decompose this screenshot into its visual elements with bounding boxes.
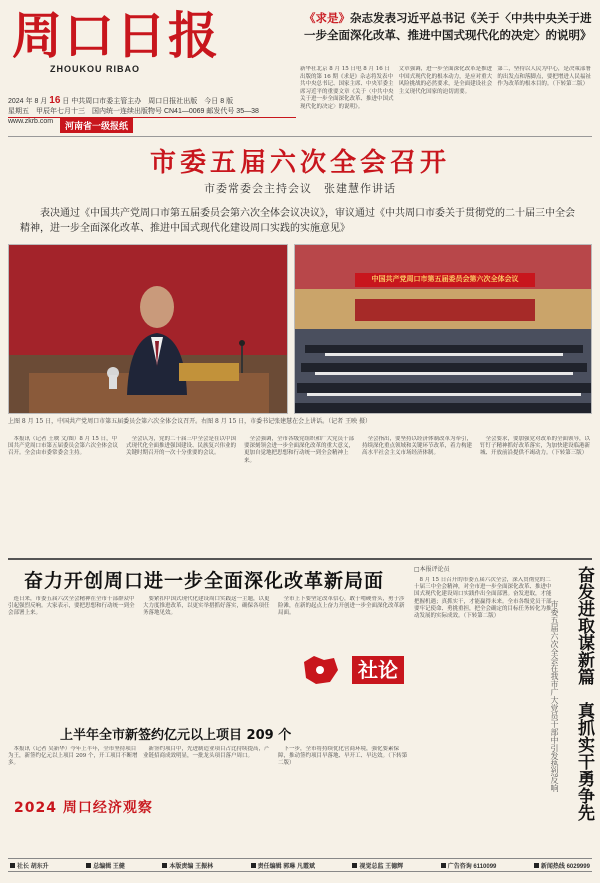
editorial-column: 全市上下要坚定改革信心，敢于啃硬骨头，勇于涉险滩，在新的起点上奋力开创进一步全面深化改革新局面。 bbox=[278, 596, 405, 617]
main-story-column: 全会要求，要加强党对改革的全面领导，以钉钉子精神抓好改革落实，为加快建设临港新城、开放前沿提供不竭动力。（下转第三版） bbox=[480, 436, 591, 457]
section-divider bbox=[8, 558, 592, 560]
newspaper-logo: 周口日报 bbox=[12, 6, 220, 65]
main-story-column: 本报讯（记者 王映 文/图）8 月 15 日，中国共产党周口市第五届委员会第六次全体会议召开。全会由市委常委会主持。 bbox=[8, 436, 119, 457]
editorial-column: 要紧扣中国式现代化建设周口实践这一主题，以更大力度推进改革，以更实举措抓好落实，确保各项任务落地见效。 bbox=[143, 596, 270, 617]
commentary-byline: □本报评论员 bbox=[414, 566, 450, 573]
main-subheadline: 市委常委会主持会议 张建慧作讲话 bbox=[204, 182, 396, 195]
economy-column-brand-text: 2024 周口经济观察 bbox=[14, 800, 153, 816]
economy-column: 下一步，全市将持续优化营商环境，强化要素保障，推动签约项目早落地、早开工、早达效。（下转第二版） bbox=[278, 746, 408, 767]
top-headline[interactable] bbox=[304, 10, 592, 44]
footer-item: 广告咨询 6110099 bbox=[441, 861, 497, 870]
main-story-body bbox=[8, 436, 592, 556]
commentary-headline[interactable]: 奋发进取谋新篇 真抓实干勇争先 bbox=[574, 566, 594, 821]
main-lead: 表决通过《中国共产党周口市第五届委员会第六次全体会议决议》，审议通过《中共周口市委关于贯彻党的二十届三中全会精神，进一步全面深化改革、推进中国式现代化建设周口实践的实施意见》 bbox=[20, 208, 575, 234]
editorial-badge bbox=[300, 652, 404, 688]
editorial-headline[interactable]: 奋力开创周口进一步全面深化改革新局面 bbox=[24, 570, 385, 592]
date-suffix: 日 bbox=[62, 98, 70, 105]
economy-column: 新签约项目中，先进制造业项目占比持续提高，产业链招商成效明显，一批龙头项目落户周口。 bbox=[143, 746, 270, 760]
meeting-hall-photo[interactable] bbox=[294, 244, 592, 414]
editorial-column: 连日来，市委五届六次全会精神在全市干部群众中引起强烈反响。大家表示，要把思想和行动统一到全会部署上来。 bbox=[8, 596, 135, 617]
dateline bbox=[8, 96, 296, 127]
main-story-column: 全会指出，要坚持以经济体制改革为牵引，持续深化重点领域和关键环节改革，着力构建高水平社会主义市场经济体制。 bbox=[362, 436, 473, 457]
commentary-article bbox=[414, 566, 554, 866]
top-article-column: 文章强调，进一步全面深化改革是推进中国式现代化的根本动力，是应对重大风险挑战的必然要求，是全面建设社会主义现代化国家的迫切需要。 bbox=[398, 66, 493, 95]
main-headline[interactable]: 市委五届六次全会召开 bbox=[149, 148, 450, 178]
commentary-text: 8 月 15 日召开的市委五届六次全会，深入贯彻党的二十届三中全会精神，对全市进一步全面深化改革、推进中国式现代化建设周口实践作出全面部署。奋发进取，才能把握机遇；真抓实干，才能赢得未来。全市各级党员干部要牢记使命、勇挑重担，把全会确定的目标任务转化为推动发展的实际成效。（下转第二版） bbox=[414, 577, 552, 620]
footer-item: 总编辑 王健 bbox=[86, 861, 125, 870]
top-headline-main: 杂志发表习近平总书记《关于〈中共中央关于进一步全面深化改革、推进中国式现代化的决定〉的说明》 bbox=[304, 11, 592, 42]
zhoukou-map-icon bbox=[300, 652, 340, 688]
economy-column-brand bbox=[14, 796, 184, 820]
speaker-illustration bbox=[9, 245, 288, 414]
top-headline-prefix: 《求是》 bbox=[304, 11, 350, 25]
footer-item: 责任编辑 郭琳 凡霞斌 bbox=[251, 861, 315, 870]
photo-caption: 上图 8 月 15 日，中国共产党周口市第五届委员会第六次全体会议召开。右图 8 月 15 日，市委书记张建慧在会上讲话。（记者 王映 摄） bbox=[8, 418, 371, 425]
date-prefix: 2024 年 8 月 bbox=[8, 98, 48, 105]
dateline-line2: 星期五 甲辰年七月十三 国内统一连续出版物号 CN41—0069 邮发代号 35—38 www.zkrb.com bbox=[8, 108, 266, 125]
economy-headline[interactable]: 上半年全市新签约亿元以上项目 209 个 bbox=[60, 728, 292, 743]
commentary-subtitle: 市委五届六次全会在我市广大党员干部中引发热烈反响 bbox=[550, 600, 559, 792]
meeting-banner: 中国共产党周口市第五届委员会第六次全体会议 bbox=[355, 273, 535, 287]
main-story-column: 全会强调，全市各级党组织和广大党员干部要深刻领会进一步全面深化改革的重大意义，更加自觉地把思想和行动统一到全会精神上来。 bbox=[244, 436, 355, 464]
red-rule bbox=[8, 117, 296, 118]
dateline-line1: 中共周口市委主管主办 周口日报社出版 今日 8 版 bbox=[71, 98, 234, 105]
top-article-column: 第二，坚持以人民为中心，是决策部署的出发点和落脚点，要把增进人民福祉作为改革的根本目的。（下转第二版） bbox=[497, 66, 591, 87]
footer-item: 新闻热线 6029999 bbox=[534, 861, 590, 870]
main-story-column: 全会认为，党的二十届三中全会是在以中国式现代化全面推进强国建设、民族复兴伟业的关键时期召开的一次十分重要的会议。 bbox=[126, 436, 237, 457]
footer-item: 本版责编 王振林 bbox=[162, 861, 213, 870]
meeting-hall-illustration bbox=[295, 245, 592, 414]
staff-footer bbox=[8, 858, 592, 872]
editorial-tag: 社论 bbox=[352, 656, 404, 684]
speaker-photo[interactable] bbox=[8, 244, 288, 414]
provincial-label: 河南省一级报纸 bbox=[60, 118, 133, 133]
top-article-columns bbox=[300, 66, 592, 122]
date-day: 16 bbox=[49, 95, 61, 106]
newspaper-logo-latin: ZHOUKOU RIBAO bbox=[50, 64, 140, 74]
footer-item: 社长 胡东升 bbox=[10, 861, 49, 870]
top-article-column: 新华社北京 8 月 15 日电 8 月 16 日出版的第 16 期《求是》杂志将发表中共中央总书记、国家主席、中央军委主席习近平的重要文章《关于〈中共中央关于进一步全面深化改革、推进中国式现代化的决定〉的说明》。 bbox=[300, 66, 394, 110]
economy-column: 本报讯（记者 吴新华）今年上半年，全市坚持项目为王，新签约亿元以上项目 209 个，开工项目不断增多。 bbox=[8, 746, 138, 767]
divider bbox=[8, 136, 592, 137]
footer-item: 视觉总监 王德辉 bbox=[352, 861, 403, 870]
